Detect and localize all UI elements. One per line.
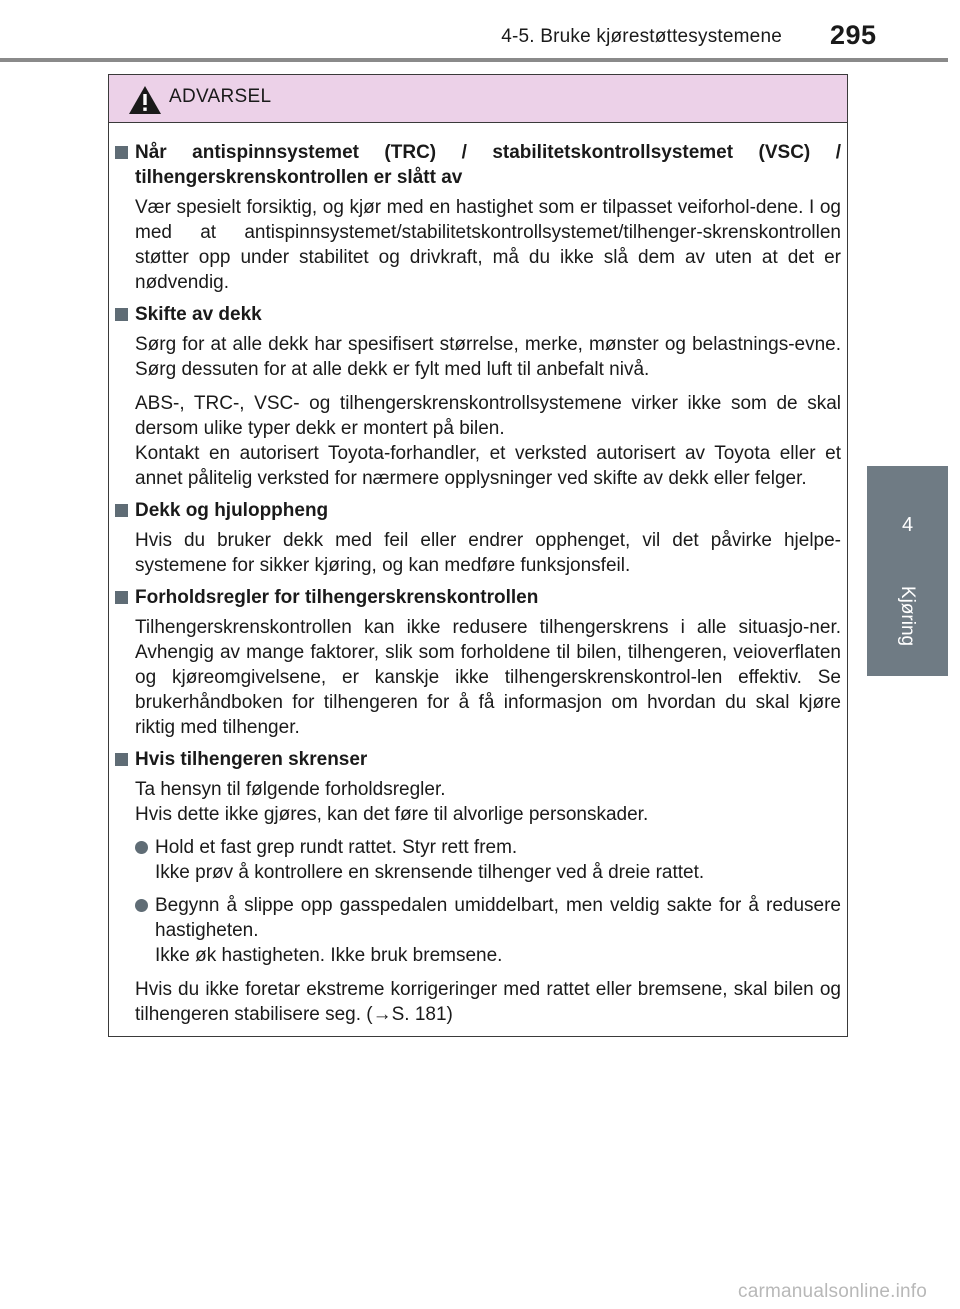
footer-watermark[interactable]: carmanualsonline.info [738,1281,928,1302]
paragraph: Tilhengerskrenskontrollen kan ikke redusere tilhengerskrens i alle situasjo-ner. Avhengig av mange faktorer, slik som forholdene til bilen, tilhengeren, veioverflaten og kjøreomgivelsene, er kanskje ikke tilhengerskrenskontrol-len effektiv. Se brukerhåndboken for tilhengeren for å få informasjon om hvordan du skal kjøre riktig med tilhenger. [135,617,841,738]
warning-title: ADVARSEL [169,86,272,107]
chapter-label: Kjøring [897,585,918,647]
chapter-number: 4 [901,514,914,536]
section-trailer-sways [115,747,841,1027]
warning-header [109,75,847,123]
paragraph: Sørg for at alle dekk har spesifisert størrelse, merke, mønster og belastnings-evne. Sørg dessuten for at alle dekk er fylt med luft til anbefalt nivå. [135,334,841,380]
list-item-note: Ikke øk hastigheten. Ikke bruk bremsene. [155,945,503,966]
paragraph: Kontakt en autorisert Toyota-forhandler, et verksted autorisert av Toyota eller et annet pålitelig verksted for nærmere opplysninger ved skifte av dekk eller felger. [135,443,841,489]
paragraph: ABS-, TRC-, VSC- og tilhengerskrenskontrollsystemene virker ikke som de skal dersom ulike typer dekk er montert på bilen. [135,393,841,439]
list-item-note: Ikke prøv å kontrollere en skrensende tilhenger ved å dreie rattet. [155,862,705,883]
warning-box [108,74,848,1037]
paragraph: Hvis dette ikke gjøres, kan det føre til alvorlige personskader. [135,804,649,825]
section-title: Når antispinnsystemet (TRC) / stabilitetskontrollsystemet (VSC) / tilhengerskrenskontrollen er slått av [115,140,841,190]
round-bullet-icon [135,899,148,912]
list-item [115,835,841,885]
section-traction-control-off [115,140,841,295]
paragraph: Ta hensyn til følgende forholdsregler. [135,779,446,800]
closing-paragraph: Hvis du ikke foretar ekstreme korrigeringer med rattet eller bremsene, skal bilen og tilhengeren stabilisere seg. (→S. 181) [135,979,841,1025]
paragraph: Vær spesielt forsiktig, og kjør med en hastighet som er tilpasset veiforhol-dene. I og med at antispinnsystemet/stabilitetskontrollsystemet/tilhenger-skrenskontrollen støtter opp under stabilitet og drivkraft, må du ikke slå dem av uten at det er nødvendig. [135,197,841,293]
paragraph: Hvis du bruker dekk med feil eller endrer opphenget, vil det påvirke hjelpe-systemene for sikker kjøring, og kan medføre funksjonsfeil. [135,530,841,576]
chapter-side-tab[interactable] [867,466,948,676]
square-bullet-icon [115,146,128,159]
header-rule [0,58,948,62]
section-title: Skifte av dekk [115,302,841,327]
section-title: Forholdsregler for tilhengerskrenskontrollen [115,585,841,610]
square-bullet-icon [115,753,128,766]
warning-triangle-icon [128,85,162,115]
section-title: Hvis tilhengeren skrenser [115,747,841,772]
round-bullet-icon [135,841,148,854]
square-bullet-icon [115,591,128,604]
page-number: 295 [830,20,877,50]
square-bullet-icon [115,308,128,321]
section-tires-suspension [115,498,841,578]
section-tire-change [115,302,841,491]
list-item [115,893,841,968]
list-item-text: Hold et fast grep rundt rattet. Styr rett frem. [155,837,518,858]
square-bullet-icon [115,504,128,517]
section-trailer-sway-precautions [115,585,841,740]
warning-body [109,123,847,1027]
section-title: Dekk og hjuloppheng [115,498,841,523]
header-section-title: 4-5. Bruke kjørestøttesystemene [501,26,782,47]
list-item-text: Begynn å slippe opp gasspedalen umiddelbart, men veldig sakte for å redusere hastigheten. [155,895,841,941]
